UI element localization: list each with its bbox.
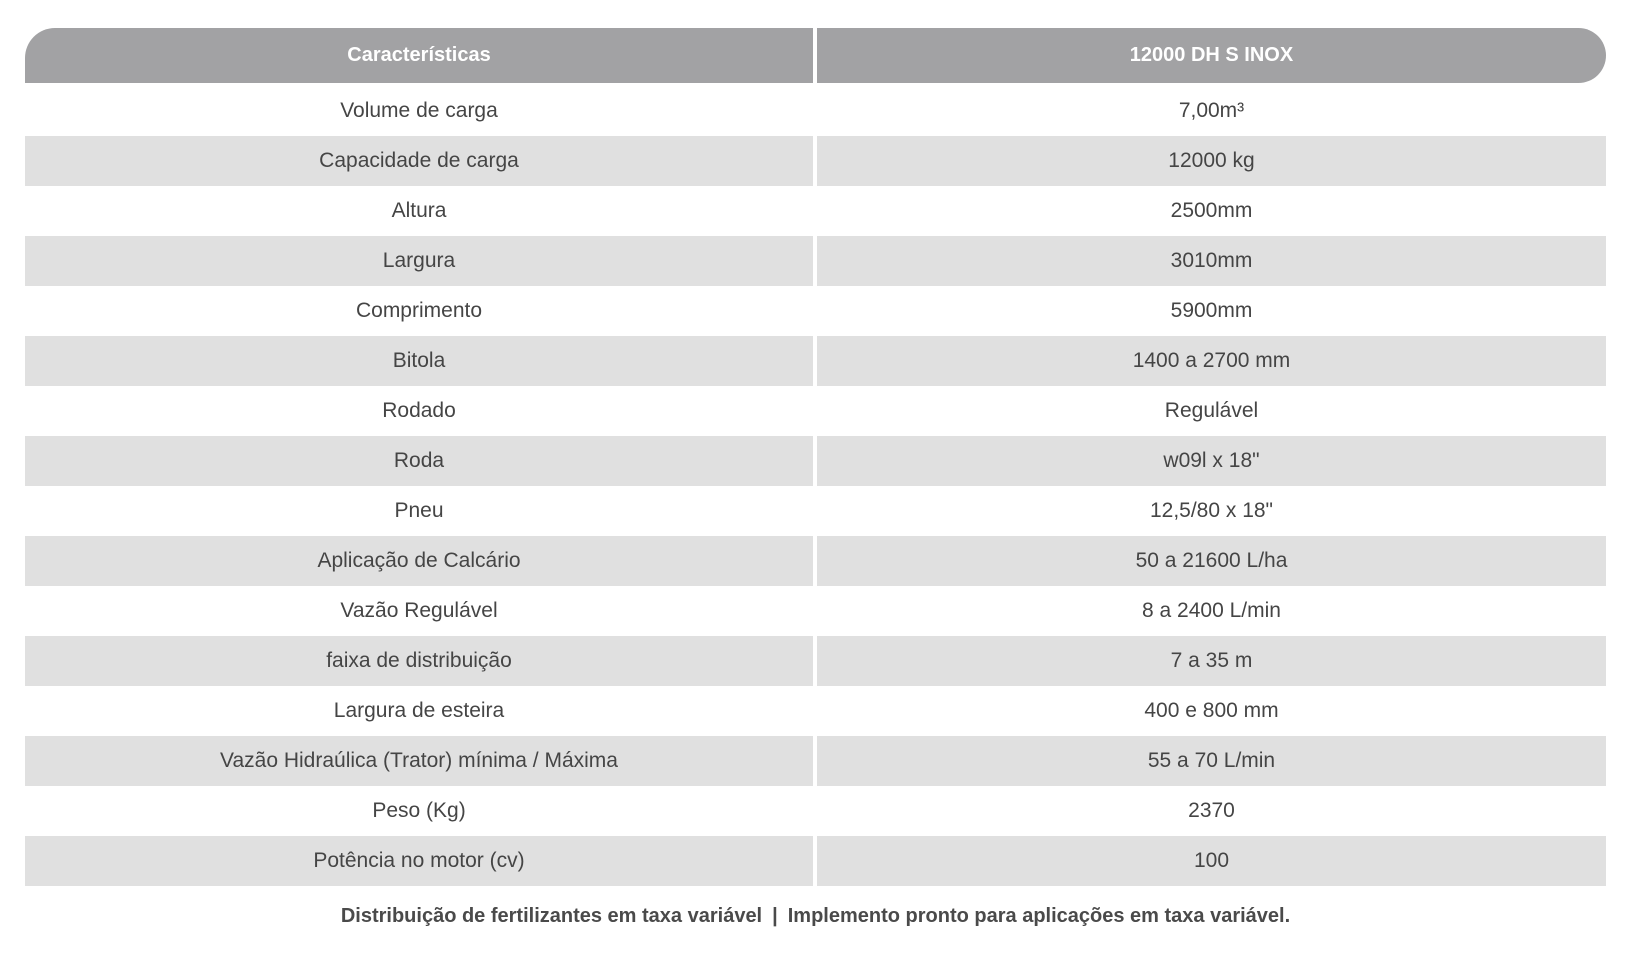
row-label: Rodado [382,399,456,422]
row-value: 12,5/80 x 18" [1149,499,1274,522]
row-value: w09l x 18" [817,436,1606,486]
table-row [25,436,1606,486]
table-row [25,636,1606,686]
table-row [25,536,1606,586]
table-row [25,836,1606,886]
table-row [25,336,1606,386]
table-row [25,136,1606,186]
row-label: Comprimento [355,299,483,322]
row-label: Volume de carga [340,99,498,122]
table-row [25,686,1606,736]
row-value: 12000 kg [817,136,1606,186]
row-value: 100 [817,836,1606,886]
row-value: 7,00m³ [1178,99,1245,122]
table-row [25,586,1606,636]
table-header [25,28,1606,83]
row-label: Vazão Hidraúlica (Trator) mínima / Máxima [25,736,813,786]
row-label: faixa de distribuição [25,636,813,686]
row-value: 2370 [1188,799,1235,822]
row-label: Altura [391,199,447,222]
table-row [25,486,1606,536]
row-label: Pneu [394,499,444,522]
row-label: Aplicação de Calcário [25,536,813,586]
footer-left-text: Distribuição de fertilizantes em taxa variável [340,905,763,927]
header-model: 12000 DH S INOX [817,28,1606,83]
row-label: Capacidade de carga [25,136,813,186]
table-row [25,236,1606,286]
row-value: 55 a 70 L/min [817,736,1606,786]
row-value: 7 a 35 m [817,636,1606,686]
row-label: Peso (Kg) [372,799,466,822]
row-value: 400 e 800 mm [1144,699,1279,722]
footer-separator: | [772,905,778,927]
row-value: 5900mm [1170,299,1253,322]
row-value: 2500mm [1170,199,1253,222]
footer-right-text: Implemento pronto para aplicações em taxa variável. [787,905,1291,927]
table-body [25,86,1606,886]
row-label: Potência no motor (cv) [25,836,813,886]
row-value: 3010mm [817,236,1606,286]
row-label: Vazão Regulável [340,599,498,622]
spec-table [25,28,1606,886]
row-label: Roda [25,436,813,486]
table-row [25,286,1606,336]
table-row [25,386,1606,436]
header-characteristics: Características [25,28,813,83]
row-value: 8 a 2400 L/min [1142,599,1281,622]
row-label: Largura [25,236,813,286]
row-label: Bitola [25,336,813,386]
footer-note [25,905,1606,928]
row-value: Regulável [1164,399,1259,422]
table-row [25,736,1606,786]
row-label: Largura de esteira [333,699,505,722]
table-row [25,86,1606,136]
row-value: 50 a 21600 L/ha [817,536,1606,586]
table-row [25,786,1606,836]
row-value: 1400 a 2700 mm [817,336,1606,386]
table-row [25,186,1606,236]
